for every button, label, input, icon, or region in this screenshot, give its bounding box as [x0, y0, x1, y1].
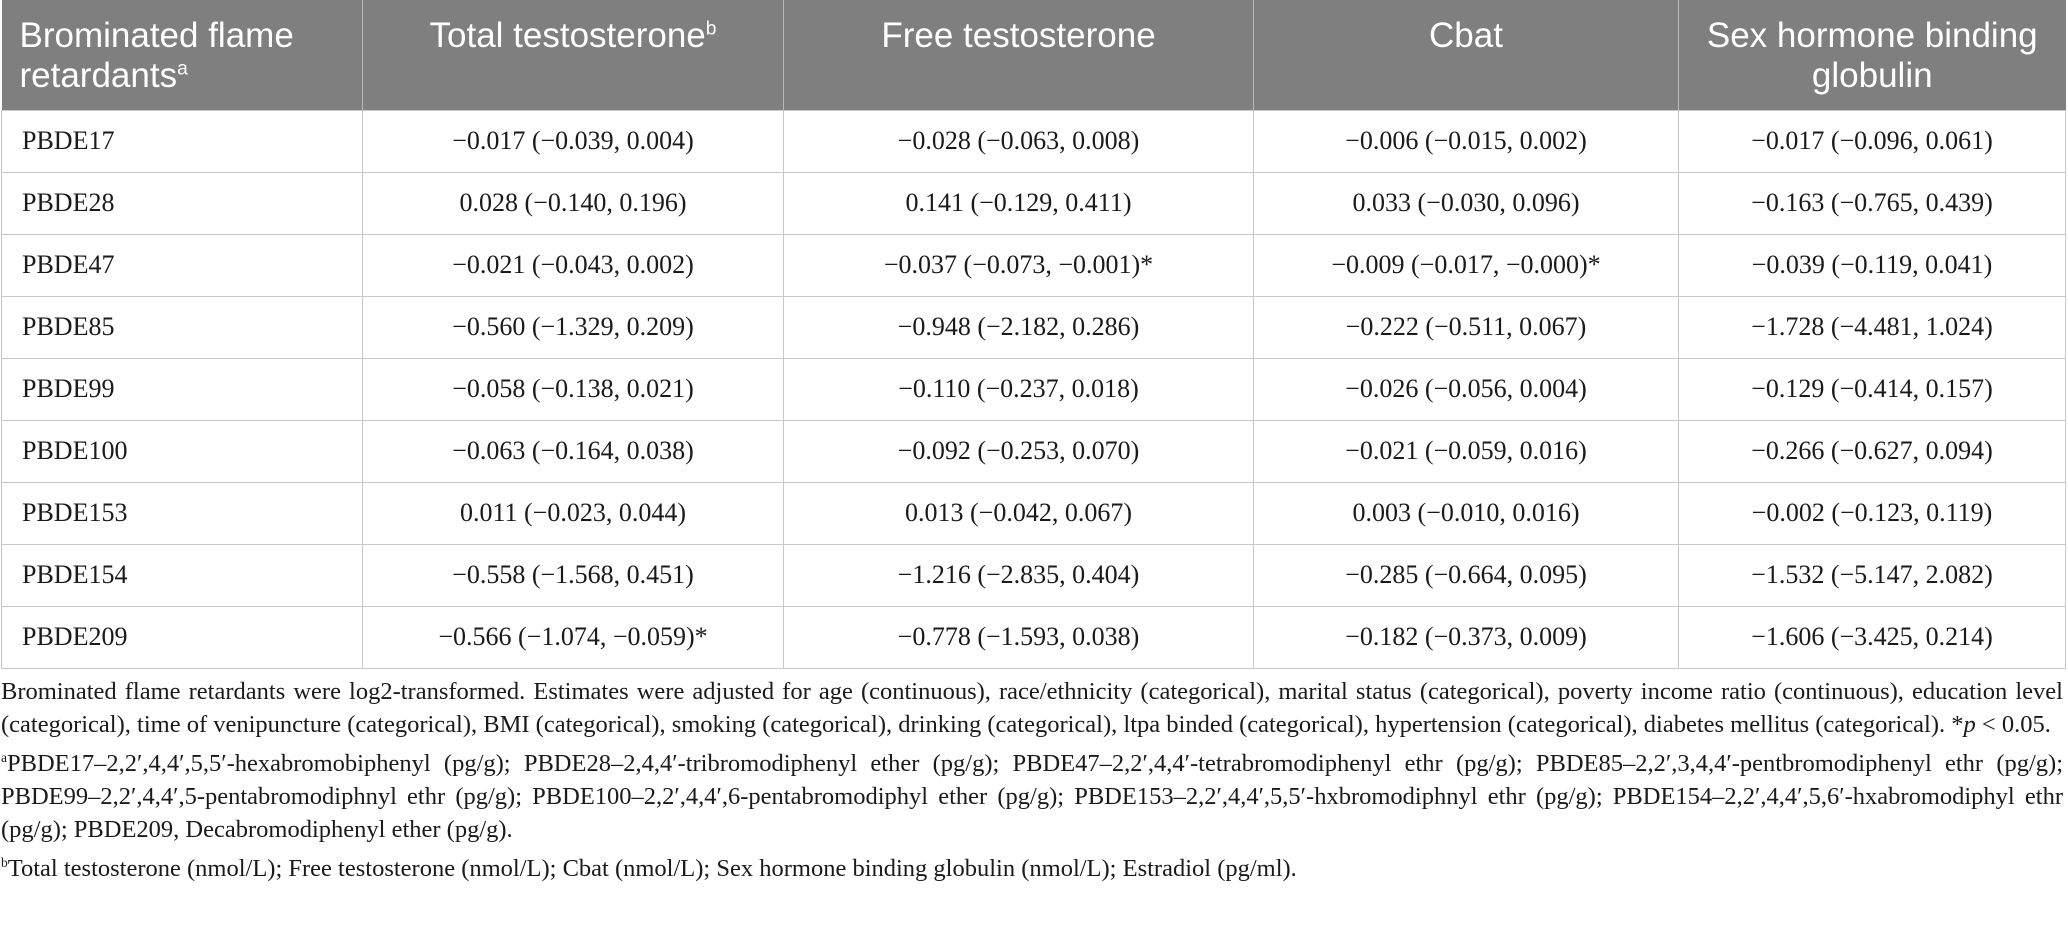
row-label: PBDE28: [2, 172, 363, 234]
table-header-row: [2, 0, 2066, 110]
table-cell: −0.063 (−0.164, 0.038): [363, 420, 784, 482]
row-label: PBDE100: [2, 420, 363, 482]
table-row: [2, 172, 2066, 234]
table-cell: 0.033 (−0.030, 0.096): [1254, 172, 1679, 234]
table-cell: 0.011 (−0.023, 0.044): [363, 482, 784, 544]
table-cell: −0.002 (−0.123, 0.119): [1679, 482, 2066, 544]
column-header-flame-retardants: Brominated flame retardants$^a$: [2, 0, 363, 110]
table-cell: −0.566 (−1.074, −0.059)*: [363, 606, 784, 668]
table-cell: −0.558 (−1.568, 0.451): [363, 544, 784, 606]
table-cell: −0.021 (−0.043, 0.002): [363, 234, 784, 296]
column-header-cbat: Cbat: [1254, 0, 1679, 110]
row-label: PBDE154: [2, 544, 363, 606]
table-cell: −0.222 (−0.511, 0.067): [1254, 296, 1679, 358]
table-cell: 0.141 (−0.129, 0.411): [784, 172, 1254, 234]
table-cell: −0.006 (−0.015, 0.002): [1254, 110, 1679, 172]
row-label: PBDE17: [2, 110, 363, 172]
table-cell: −0.129 (−0.414, 0.157): [1679, 358, 2066, 420]
row-label: PBDE47: [2, 234, 363, 296]
table-cell: −0.021 (−0.059, 0.016): [1254, 420, 1679, 482]
table-cell: −0.092 (−0.253, 0.070): [784, 420, 1254, 482]
table-cell: −0.560 (−1.329, 0.209): [363, 296, 784, 358]
table-cell: −0.017 (−0.039, 0.004): [363, 110, 784, 172]
table-cell: −1.216 (−2.835, 0.404): [784, 544, 1254, 606]
row-label: PBDE99: [2, 358, 363, 420]
table-row: [2, 606, 2066, 668]
table-cell: −0.058 (−0.138, 0.021): [363, 358, 784, 420]
column-header-free-testosterone: Free testosterone: [784, 0, 1254, 110]
table-cell: −0.182 (−0.373, 0.009): [1254, 606, 1679, 668]
footnote-b: $^b$Total testosterone (nmol/L); Free testosterone (nmol/L); Cbat (nmol/L); Sex hormone binding globulin (nmol/L); Estradiol (pg/ml).: [1, 854, 1297, 882]
table-cell: −0.163 (−0.765, 0.439): [1679, 172, 2066, 234]
table-body: [2, 110, 2066, 668]
table-cell: −1.728 (−4.481, 1.024): [1679, 296, 2066, 358]
table-cell: −0.026 (−0.056, 0.004): [1254, 358, 1679, 420]
table-row: [2, 420, 2066, 482]
table-cell: −1.606 (−3.425, 0.214): [1679, 606, 2066, 668]
table-cell: 0.003 (−0.010, 0.016): [1254, 482, 1679, 544]
footnote-a: $^a$PBDE17–2,2′,4,4′,5,5′-hexabromobiphenyl (pg/g); PBDE28–2,4,4′-tribromodiphenyl ether (pg/g); PBDE47–2,2′,4,4′-tetrabromodiphenyl ethr (pg/g); PBDE85–2,2′,3,4,4′-pentbromodiphenyl ethr (pg/g); PBDE99–2,2′,4,4′,5-pentabromodiphnyl ethr (pg/g); PBDE100–2,2′,4,4′,6-pentabromodiphyl ether (pg/g); PBDE153–2,2′,4,4′,5,5′-hxbromodiphnyl ethr (pg/g); PBDE154–2,2′,4,4′,5,6′-hxabromodiphyl ethr (pg/g); PBDE209, Decabromodiphenyl ether (pg/g).: [1, 749, 2063, 843]
row-label: PBDE209: [2, 606, 363, 668]
table-cell: −0.948 (−2.182, 0.286): [784, 296, 1254, 358]
table-row: [2, 296, 2066, 358]
column-header-shbg: Sex hormone binding globulin: [1679, 0, 2066, 110]
footnote-adjustment: Brominated flame retardants were log2-transformed. Estimates were adjusted for age (continuous), race/ethnicity (categorical), marital status (categorical), poverty income ratio (continuous), education level (categorical), time of venipuncture (categorical), BMI (categorical), smoking (categorical), drinking (categorical), ltpa binded (categorical), hypertension (categorical), diabetes mellitus (categorical). *p < 0.05.: [1, 677, 2063, 738]
table-cell: 0.028 (−0.140, 0.196): [363, 172, 784, 234]
row-label: PBDE153: [2, 482, 363, 544]
table-row: [2, 358, 2066, 420]
table-cell: −0.009 (−0.017, −0.000)*: [1254, 234, 1679, 296]
results-table: [1, 0, 2066, 669]
table-row: [2, 544, 2066, 606]
table-row: [2, 234, 2066, 296]
table-row: [2, 482, 2066, 544]
table-cell: −0.017 (−0.096, 0.061): [1679, 110, 2066, 172]
row-label: PBDE85: [2, 296, 363, 358]
table-cell: −0.778 (−1.593, 0.038): [784, 606, 1254, 668]
table-cell: 0.013 (−0.042, 0.067): [784, 482, 1254, 544]
table-cell: −0.266 (−0.627, 0.094): [1679, 420, 2066, 482]
table-cell: −1.532 (−5.147, 2.082): [1679, 544, 2066, 606]
table-footnotes: [0, 669, 2065, 885]
table-cell: −0.037 (−0.073, −0.001)*: [784, 234, 1254, 296]
table-cell: −0.285 (−0.664, 0.095): [1254, 544, 1679, 606]
table-row: [2, 110, 2066, 172]
column-header-total-testosterone: Total testosterone$^b$: [363, 0, 784, 110]
table-cell: −0.028 (−0.063, 0.008): [784, 110, 1254, 172]
table-cell: −0.039 (−0.119, 0.041): [1679, 234, 2066, 296]
table-cell: −0.110 (−0.237, 0.018): [784, 358, 1254, 420]
